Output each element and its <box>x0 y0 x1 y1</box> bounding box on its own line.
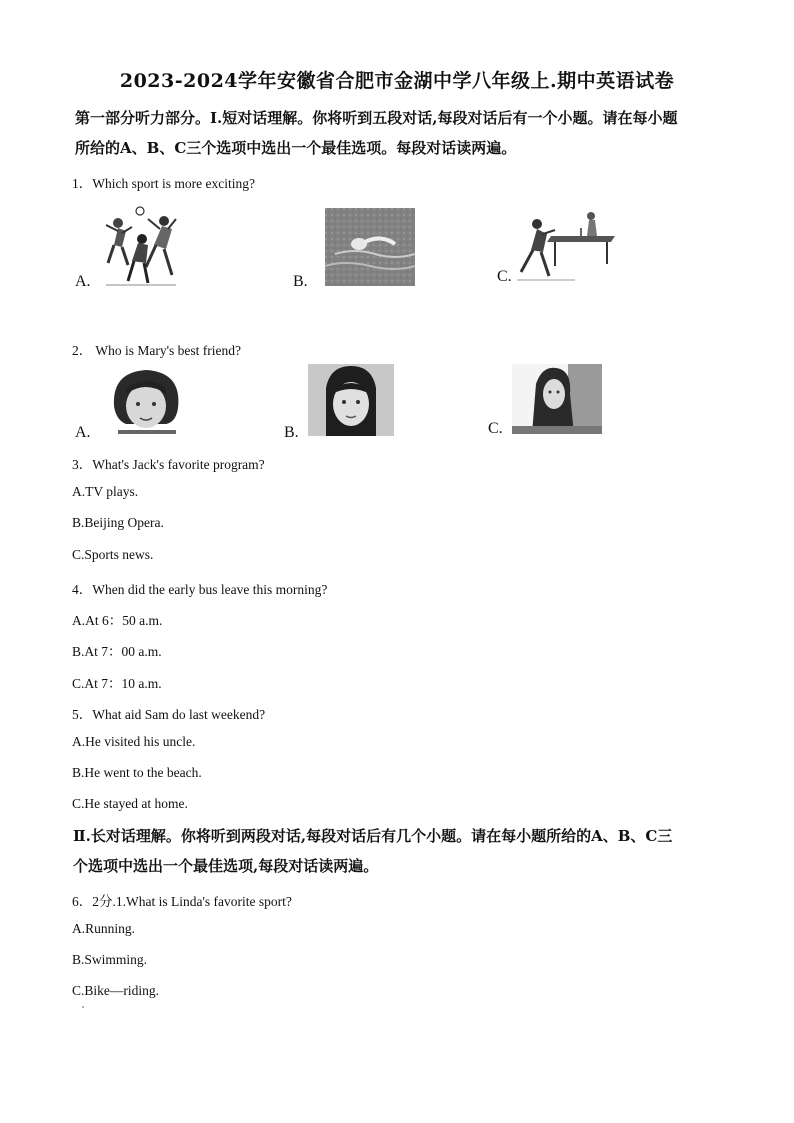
q5-option-a: A.He visited his uncle. <box>72 734 196 749</box>
q2-label-a: A. <box>75 424 91 441</box>
table-tennis-image <box>515 206 617 284</box>
q3-option-b: B.Beijing Opera. <box>72 515 164 530</box>
q1-label-a: A. <box>75 273 91 290</box>
q2-label-c: C. <box>488 420 503 437</box>
question-4-stem: 4．When did the early bus leave this morning? <box>72 582 328 597</box>
q5-option-b: B.He went to the beach. <box>72 765 202 780</box>
q6-option-b: B.Swimming. <box>72 952 148 967</box>
part1-heading <box>75 103 725 163</box>
question-1-stem: 1．Which sport is more exciting? <box>72 176 255 191</box>
football-players-image <box>102 205 180 287</box>
scan-speck <box>82 1006 84 1008</box>
q3-option-a: A.TV plays. <box>72 484 139 499</box>
girl-c-portrait <box>512 364 602 434</box>
q1-label-c: C. <box>497 268 512 285</box>
q6-option-a: A.Running. <box>72 921 136 936</box>
q4-option-c: C.At 7：10 a.m. <box>72 676 162 691</box>
question-5-stem: 5．What aid Sam do last weekend? <box>72 707 266 722</box>
part2-heading-line1: Ⅱ.长对话理解。你将听到两段对话,每段对话后有几个小题。请在每小题所给的A、B、C三 <box>73 827 673 845</box>
q6-option-c: C.Bike—riding. <box>72 983 159 998</box>
page-title: 2023-2024学年安徽省合肥市金湖中学八年级上.期中英语试卷 <box>119 70 675 92</box>
q5-option-c: C.He stayed at home. <box>72 796 188 811</box>
part1-heading-line1: 第一部分听力部分。I.短对话理解。你将听到五段对话,每段对话后有一个小题。请在每小题 <box>75 109 678 127</box>
question-3-stem: 3．What's Jack's favorite program? <box>72 457 265 472</box>
girl-a-portrait <box>106 366 186 438</box>
part1-heading-line2: 所给的A、B、C三个选项中选出一个最佳选项。每段对话读两遍。 <box>75 139 517 157</box>
q2-label-b: B. <box>284 424 299 441</box>
part2-heading-line2: 个选项中选出一个最佳选项,每段对话读两遍。 <box>73 857 379 875</box>
question-6-stem: 6．2分.1.What is Linda's favorite sport? <box>72 894 292 909</box>
q1-label-b: B. <box>293 273 308 290</box>
girl-b-portrait <box>308 364 394 436</box>
q3-option-c: C.Sports news. <box>72 547 154 562</box>
q4-option-b: B.At 7：00 a.m. <box>72 644 162 659</box>
swimmer-image <box>325 208 415 286</box>
q4-option-a: A.At 6：50 a.m. <box>72 613 163 628</box>
question-2-stem: 2． Who is Mary's best friend? <box>72 343 242 358</box>
part2-heading <box>73 821 723 881</box>
